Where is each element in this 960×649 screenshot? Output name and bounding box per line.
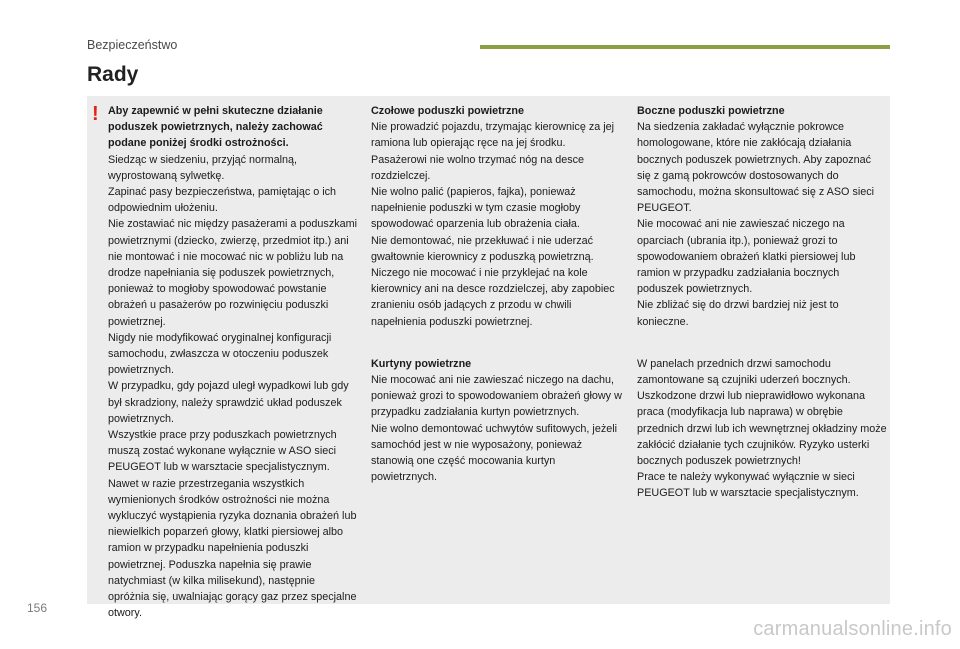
paragraph: Nigdy nie modyfikować oryginalnej konfiguracji samochodu, zwłaszcza w otoczeniu poduszek powietrznych. (108, 331, 332, 377)
paragraph: Nawet w razie przestrzegania wszystkich wymienionych środków ostrożności nie można wykluczyć wystąpienia ryzyka doznania obrażeń lub niewielkich poparzeń głowy, klatki piersiowej albo ramion w przypadku napełnienia poduszki powietrznej. Poduszka napełnia się prawie natychmiast (w kilka milisekund), następnie opróżnia się, uwalniając gorący gaz przez specjalne otwory. (108, 477, 357, 620)
paragraph: W przypadku, gdy pojazd uległ wypadkowi lub gdy był skradziony, należy sprawdzić układ poduszek powietrznych. (108, 380, 349, 425)
paragraph: Nie prowadzić pojazdu, trzymając kierownicę za jej ramiona lub opierając ręce na jej środku. (371, 121, 615, 150)
column-front-and-curtain-airbags (371, 103, 623, 485)
paragraph: Na siedzenia zakładać wyłącznie pokrowce homologowane, które nie zakłócają działania bocznych poduszek powietrznych. Aby zapoznać się z gamą pokrowców dostosowanych do samochodu, można skonsultować się z ASO sieci PEUGEOT. (637, 121, 875, 215)
paragraph: Nie wolno palić (papieros, fajka), ponieważ napełnienie poduszki w tym czasie mogłoby spowodować oparzenia lub obrażenia ciała. (371, 186, 581, 231)
frontal-airbags-heading: Czołowe poduszki powietrzne (371, 105, 524, 117)
side-airbags-heading: Boczne poduszki powietrzne (637, 105, 785, 117)
paragraph: Prace te należy wykonywać wyłącznie w sieci PEUGEOT lub w warsztacie specjalistycznym. (637, 471, 859, 500)
paragraph: Zapinać pasy bezpieczeństwa, pamiętając o ich odpowiednim ułożeniu. (108, 186, 337, 215)
paragraph: Nie zostawiać nic między pasażerami a poduszkami powietrznymi (dziecko, zwierzę, przedmiot itp.) ani nie montować i nie mocować nic w pobliżu lub na drodze napełniania się poduszek powietrznych, ponieważ to mogłoby spowodować powstanie obrażeń u pasażerów po rozwinięciu poduszki powietrznej. (108, 218, 358, 328)
watermark: carmanualsonline.info (753, 618, 952, 640)
paragraph: Nie demontować, nie przekłuwać i nie uderzać gwałtownie kierownicy z poduszką powietrzną. (371, 234, 594, 263)
section-label: Bezpieczeństwo (87, 38, 178, 52)
exclamation-icon: ! (92, 103, 99, 125)
column-general-precautions (108, 103, 358, 622)
paragraph: Pasażerowi nie wolno trzymać nóg na desce rozdzielczej. (371, 153, 585, 182)
header-rule (480, 45, 890, 49)
paragraph: Nie mocować ani nie zawieszać niczego na oparciach (ubrania itp.), ponieważ grozi to spowodowaniem obrażeń klatki piersiowej lub ramion w przypadku zadziałania bocznych poduszek powietrznych. (637, 218, 856, 296)
paragraph: Nie mocować ani nie zawieszać niczego na dachu, ponieważ grozi to spowodowaniem obrażeń głowy w przypadku zadziałania kurtyn powietrznych. (371, 374, 622, 419)
paragraph: Niczego nie mocować i nie przyklejać na kole kierownicy ani na desce rozdzielczej, aby zapobiec zranieniu osób jadących z przodu w chwili napełnienia poduszki powietrznej. (371, 267, 615, 328)
curtain-airbags-heading: Kurtyny powietrzne (371, 357, 472, 370)
paragraph: Nie zbliżać się do drzwi bardziej niż jest to konieczne. (637, 299, 839, 328)
general-precautions-heading: Aby zapewnić w pełni skuteczne działanie poduszek powietrznych, należy zachować podane poniżej środki ostrożności. (108, 105, 323, 150)
column-side-airbags (637, 103, 887, 502)
paragraph: Siedząc w siedzeniu, przyjąć normalną, wyprostowaną sylwetkę. (108, 153, 298, 182)
paragraph: Wszystkie prace przy poduszkach powietrznych muszą zostać wykonane wyłącznie w ASO sieci PEUGEOT lub w warsztacie specjalistycznym. (108, 429, 337, 474)
paragraph: Nie wolno demontować uchwytów sufitowych, jeżeli samochód jest w nie wyposażony, ponieważ stanowią one część mocowania kurtyn powietrznych. (371, 422, 618, 484)
paragraph: Uszkodzone drzwi lub nieprawidłowo wykonana praca (modyfikacja lub naprawa) w obrębie przednich drzwi lub ich wewnętrznej okładziny może zakłócić działanie tych czujników. Ryzyko usterki bocznych poduszek powietrznych! (637, 390, 887, 468)
page-number: 156 (27, 601, 48, 615)
page-title: Rady (87, 63, 139, 86)
paragraph: W panelach przednich drzwi samochodu zamontowane są czujniki uderzeń bocznych. (637, 357, 851, 387)
